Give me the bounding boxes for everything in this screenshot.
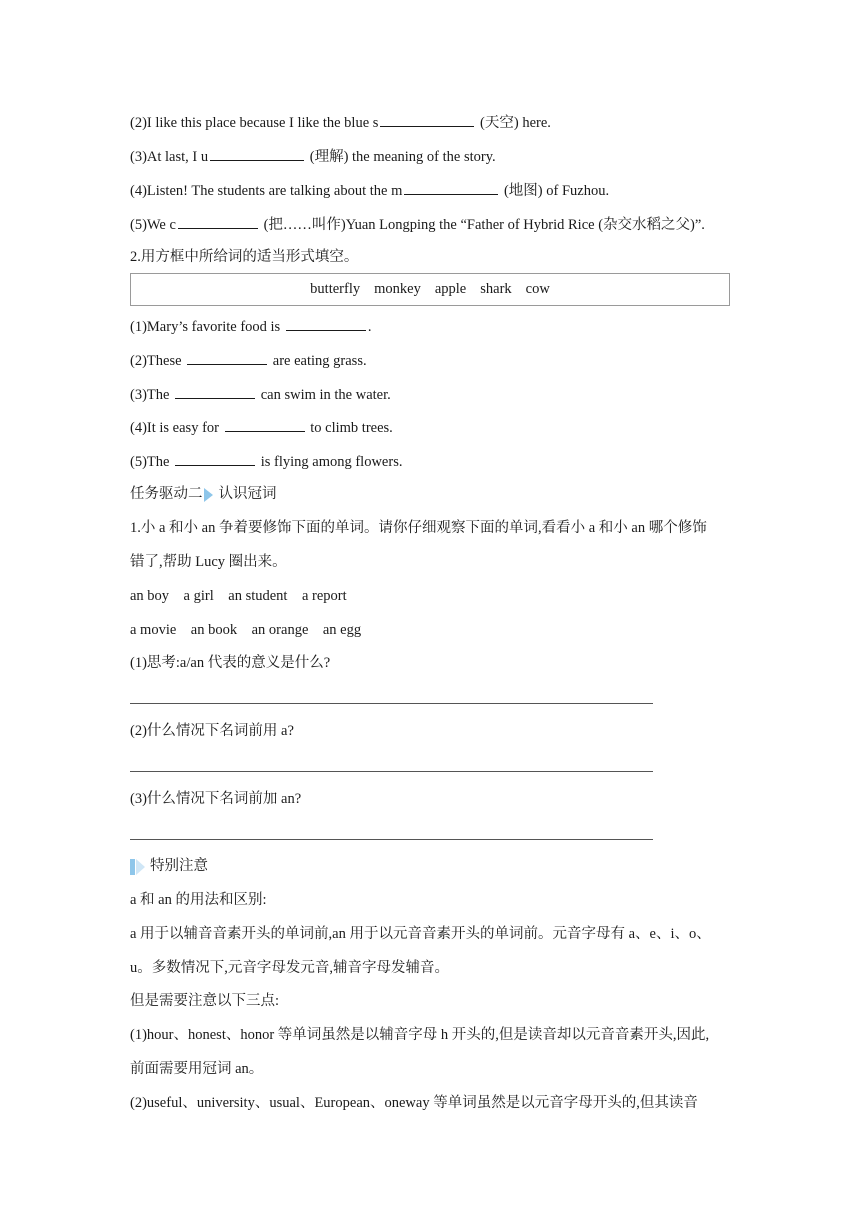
ex2-item-3 <box>130 384 391 405</box>
note-heading <box>130 856 208 876</box>
ex1-item-3-text: (3)At last, I u <box>130 149 209 165</box>
task2-heading <box>130 484 277 504</box>
ex2-item-4 <box>130 417 393 438</box>
ex1-item-3-blank[interactable] <box>210 146 304 161</box>
ex2-item-1 <box>130 316 371 337</box>
task2-words-row2[interactable]: a movie an book an orange an egg <box>130 622 362 638</box>
ex2-item-1-blank[interactable] <box>286 316 366 331</box>
arrow-icon <box>204 488 213 502</box>
ex1-item-4-text: (4)Listen! The students are talking about the m <box>130 183 403 199</box>
ex2-item-5-end: is flying among flowers. <box>257 454 403 470</box>
note-point1-line1: (1)hour、honest、honor 等单词虽然是以辅音字母 h 开头的,但是读音却以元音音素开头,因此, <box>130 1027 710 1043</box>
word-box-word: shark <box>480 281 512 297</box>
ex2-item-4-text: (4)It is easy for <box>130 420 223 436</box>
note-point1-line2: 前面需要用冠词 an。 <box>130 1061 264 1077</box>
note-title: 特别注意 <box>150 858 208 874</box>
ex2-item-2 <box>130 350 367 371</box>
ex1-item-2-hint: (天空) here. <box>476 115 551 131</box>
task2-intro-line1: 1.小 a 和小 an 争着要修饰下面的单词。请你仔细观察下面的单词,看看小 a 和小 an 哪个修饰 <box>130 520 707 536</box>
ex2-item-3-end: can swim in the water. <box>257 387 391 403</box>
ex1-item-2-blank[interactable] <box>380 112 474 127</box>
word-box-word: monkey <box>374 281 421 297</box>
ex2-item-4-blank[interactable] <box>225 417 305 432</box>
ex2-heading: 2.用方框中所给词的适当形式填空。 <box>130 249 359 265</box>
ex1-item-5 <box>130 214 705 235</box>
ex2-item-2-blank[interactable] <box>187 350 267 365</box>
task2-intro-line2: 错了,帮助 Lucy 圈出来。 <box>130 554 287 570</box>
answer-line-1[interactable] <box>130 703 653 704</box>
ex2-item-3-text: (3)The <box>130 387 174 403</box>
note-subtitle: a 和 an 的用法和区别: <box>130 892 267 908</box>
note-point2-line1: (2)useful、university、usual、European、oneway 等单词虽然是以元音字母开头的,但其读音 <box>130 1095 698 1111</box>
ex1-item-4-hint: (地图) of Fuzhou. <box>500 183 610 199</box>
ex1-item-5-hint: (把……叫作)Yuan Longping the “Father of Hybrid Rice (杂交水稻之父)”. <box>259 217 705 233</box>
word-box-word: cow <box>525 281 550 297</box>
ex1-item-3-hint: (理解) the meaning of the story. <box>306 149 496 165</box>
word-box <box>130 273 730 306</box>
note-marker-icon <box>130 859 146 875</box>
answer-line-3[interactable] <box>130 839 653 840</box>
note-para2: 但是需要注意以下三点: <box>130 993 280 1009</box>
note-para1-line1: a 用于以辅音音素开头的单词前,an 用于以元音音素开头的单词前。元音字母有 a、e、i、o、 <box>130 926 711 942</box>
word-box-word: butterfly <box>310 281 361 297</box>
ex1-item-5-blank[interactable] <box>178 214 258 229</box>
ex2-item-2-text: (2)These <box>130 353 186 369</box>
ex1-item-4-blank[interactable] <box>404 180 498 195</box>
word-box-word: apple <box>434 281 467 297</box>
ex2-item-5-text: (5)The <box>130 454 174 470</box>
ex2-item-4-end: to climb trees. <box>306 420 393 436</box>
task2-label: 任务驱动二 <box>130 486 203 502</box>
ex2-item-3-blank[interactable] <box>175 384 255 399</box>
ex1-item-2 <box>130 112 551 133</box>
ex1-item-5-text: (5)We c <box>130 217 176 233</box>
task2-question-3: (3)什么情况下名词前加 an? <box>130 791 302 807</box>
note-para1-line2: u。多数情况下,元音字母发元音,辅音字母发辅音。 <box>130 960 449 976</box>
task2-title: 认识冠词 <box>218 486 277 502</box>
ex2-item-5-blank[interactable] <box>175 451 255 466</box>
ex2-item-1-end: . <box>367 319 372 335</box>
task2-question-1: (1)思考:a/an 代表的意义是什么? <box>130 655 331 671</box>
task2-question-2: (2)什么情况下名词前用 a? <box>130 723 294 739</box>
ex2-item-5 <box>130 451 402 472</box>
ex1-item-2-text: (2)I like this place because I like the blue s <box>130 115 379 131</box>
ex1-item-3 <box>130 146 496 167</box>
answer-line-2[interactable] <box>130 771 653 772</box>
ex2-item-1-text: (1)Mary’s favorite food is <box>130 319 284 335</box>
ex1-item-4 <box>130 180 609 201</box>
task2-words-row1[interactable]: an boy a girl an student a report <box>130 588 347 604</box>
ex2-item-2-end: are eating grass. <box>269 353 367 369</box>
